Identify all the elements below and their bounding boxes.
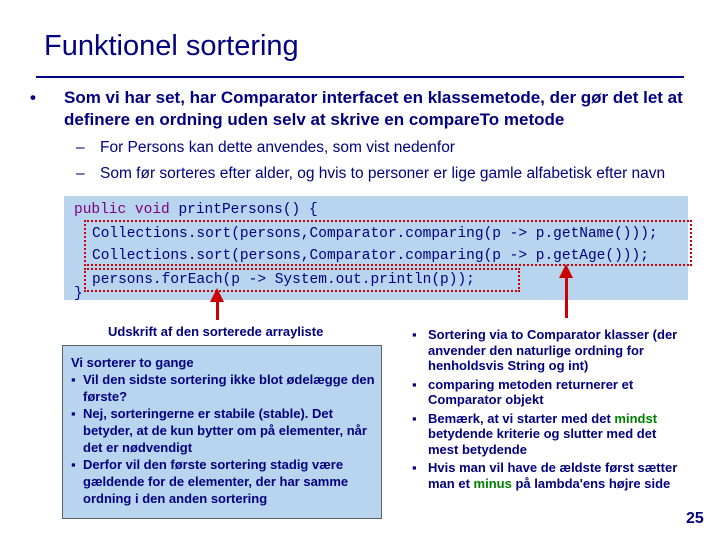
sub-bullet-text: For Persons kan dette anvendes, som vist nedenfor [100, 139, 455, 156]
note-item-marker: ▪ [412, 376, 417, 392]
note-item-text-pre: Hvis man vil have de ældste først sætter man et [428, 460, 678, 491]
sub-bullet-marker: – [76, 165, 85, 182]
output-caption: Udskrift af den sorterede arrayliste [108, 324, 324, 339]
note-item-text-post: betydende kriterie og slutter med det mest betydende [428, 426, 657, 457]
note-item [71, 371, 375, 405]
arrow-to-sort-calls [565, 276, 568, 318]
note-item-text: Derfor vil den første sortering stadig være gældende for de elementer, der har samme ordning i den anden sortering [83, 457, 349, 506]
stability-note-box [62, 345, 382, 519]
note-item-text-post: på lambda'ens højre side [515, 475, 671, 491]
foreach-highlight [84, 268, 520, 292]
note-item-marker: ▪ [71, 372, 76, 387]
code-line-4: persons.forEach(p -> System.out.println(p)); [92, 272, 475, 288]
slide-title: Funktionel sortering [44, 30, 299, 62]
note-item-marker: ▪ [412, 327, 417, 342]
note-item-text: Sortering via to Comparator klasser (der anvender den naturlige ordning for henholdsvis String og int) [428, 327, 678, 373]
keyword-void: void [134, 202, 170, 218]
emphasis-mindst: mindst [614, 410, 658, 426]
comparator-note [412, 327, 682, 374]
sub-bullet-text: Som før sorteres efter alder, og hvis to personer er lige gamle alfabetisk efter navn [100, 165, 666, 182]
note-item-marker: ▪ [71, 406, 76, 421]
code-line-3: Collections.sort(persons,Comparator.comparing(p -> p.getAge())); [92, 248, 649, 264]
comparator-note [412, 460, 682, 491]
sort-calls-highlight [84, 220, 692, 266]
code-line-2: Collections.sort(persons,Comparator.comparing(p -> p.getName())); [92, 226, 658, 242]
comparator-note [412, 411, 682, 458]
page-number: 25 [686, 510, 704, 527]
note-item [71, 456, 375, 507]
note-item-marker: ▪ [71, 457, 76, 472]
main-bullet-text: Som vi har set, har Comparator interfacet en klassemetode, der gør det let at definere en ordning uden selv at skrive en compareTo metode [64, 88, 683, 129]
bullet-marker: • [30, 88, 36, 107]
note-item-text: Nej, sorteringerne er stabile (stable). Det betyder, at de kun bytter om på elementer, når det er nødvendigt [83, 406, 367, 455]
emphasis-minus: minus [473, 475, 512, 491]
comparator-note [412, 377, 682, 408]
note-item-marker: ▪ [412, 410, 417, 426]
note-item-text-pre: Bemærk, at vi starter med det [428, 410, 611, 426]
note-heading: Vi sorterer to gange [71, 355, 194, 370]
arrow-to-foreach [216, 300, 219, 320]
code-line-5: } [74, 286, 83, 302]
comparator-notes [412, 327, 682, 494]
arrow-head-icon [559, 264, 573, 278]
keyword-public: public [74, 202, 127, 218]
method-signature: printPersons() { [178, 202, 318, 218]
note-item-text: comparing metoden returnerer et Comparator objekt [428, 376, 634, 407]
note-item-text: Vil den sidste sortering ikke blot ødelægge den første? [83, 372, 375, 404]
note-item-marker: ▪ [412, 460, 417, 475]
arrow-head-icon [210, 288, 224, 302]
title-divider [36, 76, 684, 78]
sub-bullet-marker: – [76, 139, 85, 156]
note-item [71, 405, 375, 456]
code-line-1 [74, 202, 318, 218]
